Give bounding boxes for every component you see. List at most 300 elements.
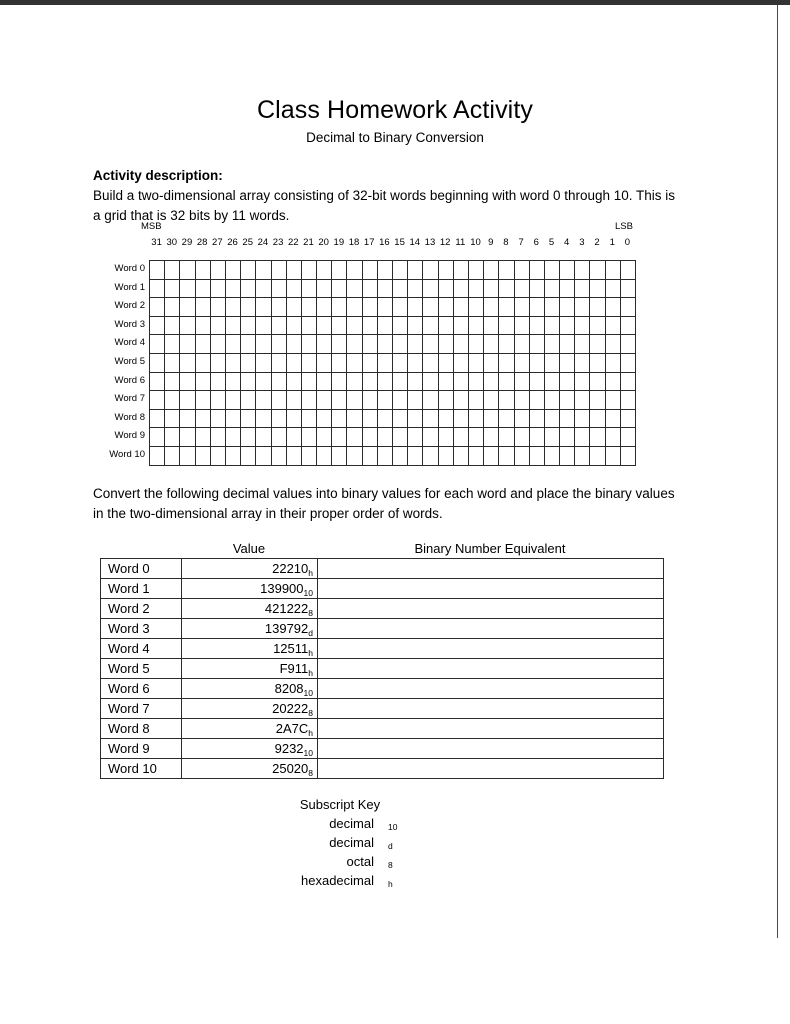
bit-cell[interactable] [272,261,287,280]
bit-cell[interactable] [165,391,180,410]
bit-cell[interactable] [180,280,195,299]
bit-cell[interactable] [150,280,165,299]
bit-cell[interactable] [302,373,317,392]
bit-cell[interactable] [272,335,287,354]
bit-cell[interactable] [347,335,362,354]
bit-cell[interactable] [347,373,362,392]
bit-cell[interactable] [469,447,484,466]
bit-cell[interactable] [287,428,302,447]
bit-cell[interactable] [302,298,317,317]
bit-cell[interactable] [378,391,393,410]
bit-cell[interactable] [575,354,590,373]
bit-cell[interactable] [363,317,378,336]
bit-cell[interactable] [393,354,408,373]
bit-cell[interactable] [165,428,180,447]
bit-cell[interactable] [621,410,636,429]
bit-cell[interactable] [393,373,408,392]
bit-cell[interactable] [196,391,211,410]
bit-cell[interactable] [545,410,560,429]
bit-cell[interactable] [621,280,636,299]
bit-cell[interactable] [408,410,423,429]
bit-cell[interactable] [150,354,165,373]
bit-cell[interactable] [363,280,378,299]
bit-cell[interactable] [272,354,287,373]
bit-cell[interactable] [621,373,636,392]
bit-cell[interactable] [408,298,423,317]
bit-cell[interactable] [530,261,545,280]
bit-cell[interactable] [256,447,271,466]
bit-cell[interactable] [378,317,393,336]
bit-cell[interactable] [515,261,530,280]
bit-cell[interactable] [499,428,514,447]
bit-cell[interactable] [165,447,180,466]
bit-cell[interactable] [515,373,530,392]
bit-cell[interactable] [408,335,423,354]
bit-cell[interactable] [545,428,560,447]
bit-cell[interactable] [180,428,195,447]
bit-cell[interactable] [575,280,590,299]
bit-cell[interactable] [439,391,454,410]
bit-cell[interactable] [484,410,499,429]
bit-cell[interactable] [363,428,378,447]
bit-cell[interactable] [499,317,514,336]
bit-cell[interactable] [423,447,438,466]
bit-cell[interactable] [211,317,226,336]
bit-cell[interactable] [575,410,590,429]
bit-cell[interactable] [165,410,180,429]
row-binary-answer[interactable] [318,639,664,659]
bit-cell[interactable] [454,261,469,280]
bit-cell[interactable] [499,298,514,317]
bit-cell[interactable] [454,280,469,299]
bit-cell[interactable] [621,298,636,317]
bit-cell[interactable] [575,373,590,392]
bit-cell[interactable] [560,410,575,429]
bit-cell[interactable] [393,261,408,280]
bit-cell[interactable] [408,428,423,447]
bit-cell[interactable] [393,298,408,317]
bit-cell[interactable] [272,428,287,447]
bit-cell[interactable] [408,447,423,466]
bit-cell[interactable] [575,428,590,447]
bit-cell[interactable] [469,280,484,299]
bit-cell[interactable] [165,317,180,336]
bit-cell[interactable] [302,280,317,299]
bit-cell[interactable] [226,317,241,336]
bit-cell[interactable] [165,354,180,373]
bit-cell[interactable] [560,373,575,392]
bit-cell[interactable] [332,354,347,373]
bit-cell[interactable] [272,373,287,392]
bit-cell[interactable] [347,261,362,280]
bit-cell[interactable] [530,447,545,466]
bit-cell[interactable] [287,373,302,392]
bit-cell[interactable] [241,298,256,317]
bit-cell[interactable] [515,391,530,410]
bit-cell[interactable] [545,261,560,280]
bit-cell[interactable] [347,298,362,317]
bit-cell[interactable] [256,280,271,299]
bit-cell[interactable] [439,317,454,336]
bit-cell[interactable] [393,280,408,299]
bit-cell[interactable] [347,317,362,336]
bit-cell[interactable] [150,298,165,317]
bit-cell[interactable] [241,280,256,299]
bit-cell[interactable] [530,428,545,447]
bit-cell[interactable] [180,261,195,280]
bit-cell[interactable] [560,428,575,447]
bit-cell[interactable] [165,335,180,354]
bit-cell[interactable] [347,391,362,410]
bit-cell[interactable] [469,335,484,354]
row-binary-answer[interactable] [318,579,664,599]
bit-cell[interactable] [423,391,438,410]
bit-cell[interactable] [272,280,287,299]
bit-cell[interactable] [211,280,226,299]
bit-cell[interactable] [211,261,226,280]
bit-cell[interactable] [575,298,590,317]
bit-cell[interactable] [530,410,545,429]
bit-cell[interactable] [590,335,605,354]
bit-cell[interactable] [621,447,636,466]
bit-cell[interactable] [287,447,302,466]
row-binary-answer[interactable] [318,739,664,759]
bit-cell[interactable] [226,391,241,410]
bit-cell[interactable] [287,391,302,410]
bit-cell[interactable] [211,298,226,317]
bit-cell[interactable] [347,447,362,466]
bit-cell[interactable] [484,335,499,354]
bit-cell[interactable] [196,410,211,429]
bit-cell[interactable] [196,317,211,336]
bit-cell[interactable] [454,335,469,354]
bit-cell[interactable] [545,280,560,299]
bit-cell[interactable] [256,335,271,354]
bit-cell[interactable] [363,298,378,317]
bit-cell[interactable] [317,447,332,466]
bit-cell[interactable] [150,335,165,354]
bit-cell[interactable] [287,317,302,336]
bit-cell[interactable] [332,335,347,354]
bit-cell[interactable] [211,391,226,410]
bit-cell[interactable] [454,410,469,429]
bit-cell[interactable] [621,335,636,354]
bit-cell[interactable] [332,261,347,280]
bit-cell[interactable] [256,261,271,280]
bit-cell[interactable] [180,410,195,429]
bit-cell[interactable] [378,428,393,447]
bit-cell[interactable] [272,410,287,429]
bit-cell[interactable] [241,335,256,354]
bit-cell[interactable] [499,447,514,466]
bit-cell[interactable] [150,391,165,410]
bit-cell[interactable] [241,261,256,280]
bit-cell[interactable] [454,317,469,336]
bit-cell[interactable] [575,335,590,354]
bit-cell[interactable] [241,373,256,392]
bit-cell[interactable] [241,447,256,466]
bit-cell[interactable] [363,410,378,429]
bit-cell[interactable] [606,428,621,447]
bit-cell[interactable] [408,373,423,392]
bit-cell[interactable] [606,298,621,317]
bit-cell[interactable] [423,410,438,429]
bit-cell[interactable] [302,335,317,354]
bit-cell[interactable] [606,391,621,410]
bit-cell[interactable] [347,280,362,299]
bit-cell[interactable] [196,298,211,317]
bit-cell[interactable] [575,391,590,410]
bit-cell[interactable] [378,354,393,373]
bit-cell[interactable] [272,391,287,410]
bit-cell[interactable] [545,391,560,410]
bit-cell[interactable] [515,298,530,317]
bit-cell[interactable] [256,391,271,410]
bit-cell[interactable] [211,447,226,466]
bit-cell[interactable] [378,280,393,299]
bit-cell[interactable] [196,428,211,447]
bit-cell[interactable] [530,280,545,299]
bit-cell[interactable] [302,354,317,373]
bit-cell[interactable] [287,354,302,373]
bit-cell[interactable] [606,354,621,373]
bit-cell[interactable] [317,410,332,429]
bit-cell[interactable] [317,280,332,299]
bit-cell[interactable] [241,428,256,447]
bit-cell[interactable] [287,410,302,429]
bit-cell[interactable] [469,410,484,429]
bit-cell[interactable] [180,298,195,317]
bit-cell[interactable] [241,317,256,336]
bit-cell[interactable] [454,447,469,466]
bit-cell[interactable] [621,391,636,410]
bit-cell[interactable] [226,354,241,373]
bit-cell[interactable] [180,447,195,466]
bit-cell[interactable] [439,335,454,354]
bit-cell[interactable] [423,261,438,280]
bit-cell[interactable] [515,354,530,373]
bit-cell[interactable] [423,373,438,392]
bit-cell[interactable] [515,280,530,299]
bit-cell[interactable] [469,373,484,392]
bit-cell[interactable] [196,261,211,280]
bit-cell[interactable] [530,391,545,410]
bit-cell[interactable] [226,261,241,280]
bit-cell[interactable] [196,335,211,354]
bit-cell[interactable] [606,280,621,299]
bit-cell[interactable] [165,298,180,317]
bit-cell[interactable] [317,317,332,336]
bit-cell[interactable] [590,391,605,410]
bit-cell[interactable] [256,317,271,336]
bit-cell[interactable] [439,354,454,373]
bit-cell[interactable] [439,373,454,392]
bit-cell[interactable] [484,428,499,447]
bit-cell[interactable] [454,373,469,392]
bit-cell[interactable] [423,335,438,354]
bit-cell[interactable] [545,317,560,336]
bit-cell[interactable] [621,261,636,280]
bit-cell[interactable] [393,391,408,410]
bit-cell[interactable] [150,317,165,336]
bit-cell[interactable] [499,354,514,373]
row-binary-answer[interactable] [318,659,664,679]
bit-cell[interactable] [150,373,165,392]
bit-cell[interactable] [241,354,256,373]
bit-cell[interactable] [378,335,393,354]
row-binary-answer[interactable] [318,559,664,579]
bit-cell[interactable] [226,428,241,447]
bit-cell[interactable] [256,354,271,373]
bit-cell[interactable] [454,354,469,373]
bit-cell[interactable] [484,298,499,317]
bit-cell[interactable] [590,354,605,373]
bit-cell[interactable] [499,261,514,280]
bit-cell[interactable] [469,317,484,336]
bit-cell[interactable] [590,373,605,392]
bit-cell[interactable] [272,447,287,466]
bit-cell[interactable] [606,447,621,466]
bit-cell[interactable] [347,428,362,447]
bit-cell[interactable] [484,354,499,373]
bit-cell[interactable] [560,317,575,336]
bit-cell[interactable] [226,373,241,392]
bit-cell[interactable] [484,447,499,466]
bit-cell[interactable] [484,261,499,280]
bit-cell[interactable] [287,280,302,299]
bit-cell[interactable] [560,298,575,317]
bit-cell[interactable] [302,261,317,280]
bit-cell[interactable] [560,391,575,410]
bit-cell[interactable] [180,354,195,373]
bit-cell[interactable] [439,280,454,299]
bit-cell[interactable] [408,317,423,336]
bit-cell[interactable] [515,447,530,466]
bit-cell[interactable] [423,354,438,373]
bit-cell[interactable] [241,410,256,429]
bit-cell[interactable] [226,335,241,354]
bit-cell[interactable] [317,391,332,410]
bit-cell[interactable] [575,317,590,336]
row-binary-answer[interactable] [318,619,664,639]
bit-cell[interactable] [499,410,514,429]
bit-cell[interactable] [606,261,621,280]
bit-cell[interactable] [378,373,393,392]
bit-cell[interactable] [484,373,499,392]
row-binary-answer[interactable] [318,719,664,739]
bit-cell[interactable] [423,298,438,317]
bit-cell[interactable] [454,298,469,317]
bit-cell[interactable] [393,428,408,447]
bit-cell[interactable] [378,410,393,429]
bit-cell[interactable] [590,428,605,447]
bit-cell[interactable] [590,298,605,317]
bit-cell[interactable] [363,354,378,373]
bit-cell[interactable] [560,354,575,373]
bit-cell[interactable] [150,428,165,447]
bit-cell[interactable] [575,447,590,466]
row-binary-answer[interactable] [318,759,664,779]
bit-cell[interactable] [378,447,393,466]
bit-cell[interactable] [287,261,302,280]
bit-cell[interactable] [499,391,514,410]
bit-cell[interactable] [606,373,621,392]
bit-cell[interactable] [332,373,347,392]
bit-grid[interactable] [149,260,636,466]
bit-cell[interactable] [180,391,195,410]
bit-cell[interactable] [150,261,165,280]
bit-cell[interactable] [484,280,499,299]
bit-cell[interactable] [469,298,484,317]
bit-cell[interactable] [530,354,545,373]
bit-cell[interactable] [226,447,241,466]
bit-cell[interactable] [423,317,438,336]
bit-cell[interactable] [165,280,180,299]
bit-cell[interactable] [317,335,332,354]
bit-cell[interactable] [211,373,226,392]
bit-cell[interactable] [393,447,408,466]
bit-cell[interactable] [545,354,560,373]
bit-cell[interactable] [606,335,621,354]
bit-cell[interactable] [439,298,454,317]
bit-cell[interactable] [180,317,195,336]
bit-cell[interactable] [590,410,605,429]
bit-cell[interactable] [545,373,560,392]
bit-cell[interactable] [590,280,605,299]
row-binary-answer[interactable] [318,699,664,719]
bit-cell[interactable] [226,298,241,317]
bit-cell[interactable] [408,261,423,280]
bit-cell[interactable] [393,335,408,354]
bit-cell[interactable] [196,354,211,373]
bit-cell[interactable] [363,447,378,466]
bit-cell[interactable] [363,261,378,280]
bit-cell[interactable] [196,373,211,392]
bit-cell[interactable] [545,335,560,354]
bit-cell[interactable] [560,280,575,299]
bit-cell[interactable] [302,428,317,447]
bit-cell[interactable] [469,391,484,410]
bit-cell[interactable] [621,354,636,373]
bit-cell[interactable] [560,335,575,354]
bit-cell[interactable] [469,354,484,373]
bit-cell[interactable] [606,317,621,336]
bit-cell[interactable] [363,335,378,354]
bit-cell[interactable] [378,298,393,317]
bit-cell[interactable] [196,280,211,299]
bit-cell[interactable] [499,335,514,354]
bit-cell[interactable] [621,317,636,336]
bit-cell[interactable] [515,335,530,354]
bit-cell[interactable] [363,373,378,392]
bit-cell[interactable] [423,428,438,447]
bit-cell[interactable] [332,410,347,429]
bit-cell[interactable] [211,354,226,373]
bit-cell[interactable] [150,447,165,466]
bit-cell[interactable] [256,410,271,429]
bit-cell[interactable] [211,335,226,354]
row-binary-answer[interactable] [318,599,664,619]
bit-cell[interactable] [287,335,302,354]
bit-cell[interactable] [499,373,514,392]
bit-cell[interactable] [530,298,545,317]
bit-cell[interactable] [408,391,423,410]
bit-cell[interactable] [317,354,332,373]
bit-cell[interactable] [590,317,605,336]
bit-cell[interactable] [530,335,545,354]
bit-cell[interactable] [317,428,332,447]
bit-cell[interactable] [226,280,241,299]
